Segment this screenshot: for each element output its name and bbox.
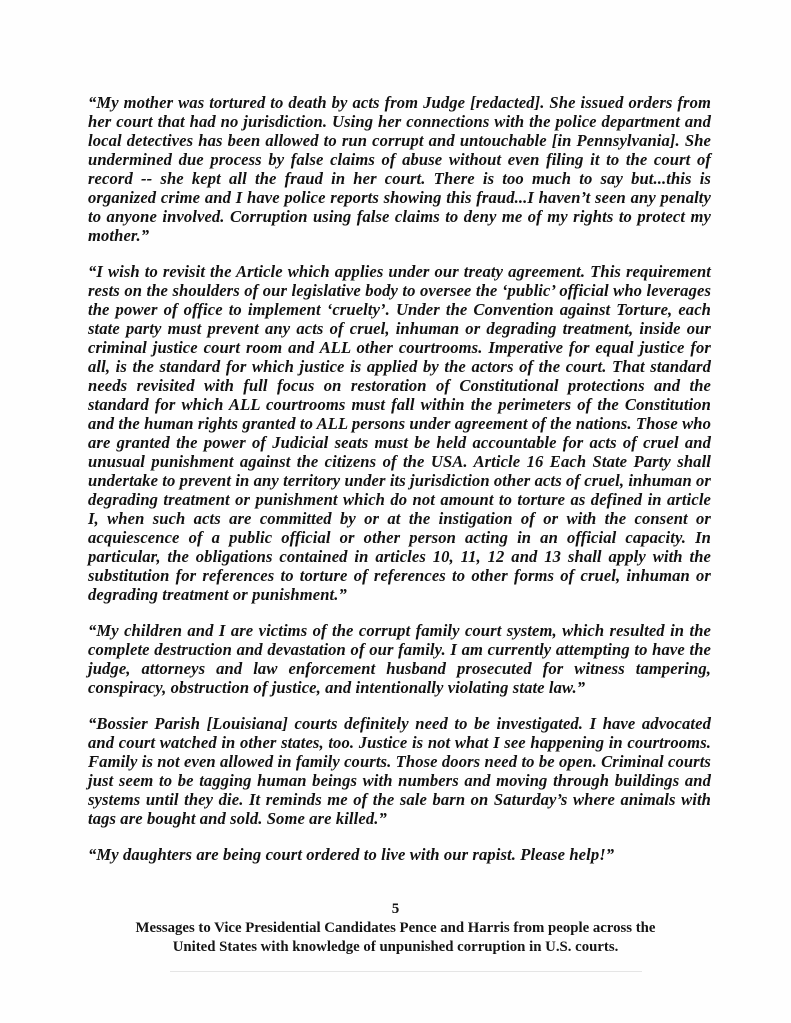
footer-rule [170, 971, 642, 972]
quote-paragraph-2: “I wish to revisit the Article which applies under our treaty agreement. This requirement rests on the shoulders of our legislative body to oversee the ‘public’ official who leverages the power of office to implement ‘cruelty’. Under the Convention against Torture, each state party must prevent any acts of cruel, inhuman or degrading treatment, inside our criminal justice court room and ALL other courtrooms. Imperative for equal justice for all, is the standard for which justice is applied by the actors of the court. That standard needs revisited with full focus on restoration of Constitutional protections and the standard for which ALL courtrooms must fall within the perimeters of the Constitution and the human rights granted to ALL persons under agreement of the nations. Those who are granted the power of Judicial seats must be held accountable for acts of cruel and unusual punishment against the citizens of the USA. Article 16 Each State Party shall undertake to prevent in any territory under its jurisdiction other acts of cruel, inhuman or degrading treatment or punishment which do not amount to torture as defined in article I, when such acts are committed by or at the instigation of or with the consent or acquiescence of a public official or other person acting in an official capacity. In particular, the obligations contained in articles 10, 11, 12 and 13 shall apply with the substitution for references to torture of references to other forms of cruel, inhuman or degrading treatment or punishment.” [88, 262, 711, 604]
quotes-section [88, 93, 711, 864]
page-footer [0, 901, 791, 956]
footer-caption-line1: Messages to Vice Presidential Candidates Pence and Harris from people across the [135, 920, 656, 936]
quote-paragraph-1: “My mother was tortured to death by acts from Judge [redacted]. She issued orders from her court that had no jurisdiction. Using her connections with the police department and local detectives has been allowed to run corrupt and untouchable [in Pennsylvania]. She undermined due process by false claims of abuse without even filing it to the court of record -- she kept all the fraud in her court. There is too much to say but...this is organized crime and I have police reports showing this fraud...I haven’t seen any penalty to anyone involved. Corruption using false claims to deny me of my rights to protect my mother.” [88, 93, 711, 245]
quote-paragraph-5: “My daughters are being court ordered to live with our rapist. Please help!” [88, 845, 615, 864]
quote-paragraph-4: “Bossier Parish [Louisiana] courts definitely need to be investigated. I have advocated and court watched in other states, too. Justice is not what I see happening in courtrooms. Family is not even allowed in family courts. Those doors need to be open. Criminal courts just seem to be tagging human beings with numbers and moving through buildings and systems until they die. It reminds me of the sale barn on Saturday’s where animals with tags are bought and sold. Some are killed.” [88, 714, 711, 828]
footer-caption-line2: United States with knowledge of unpunished corruption in U.S. courts. [172, 938, 619, 955]
page-number: 5 [391, 901, 400, 917]
quote-paragraph-3: “My children and I are victims of the corrupt family court system, which resulted in the complete destruction and devastation of our family. I am currently attempting to have the judge, attorneys and law enforcement husband prosecuted for witness tampering, conspiracy, obstruction of justice, and intentionally violating state law.” [88, 621, 711, 697]
